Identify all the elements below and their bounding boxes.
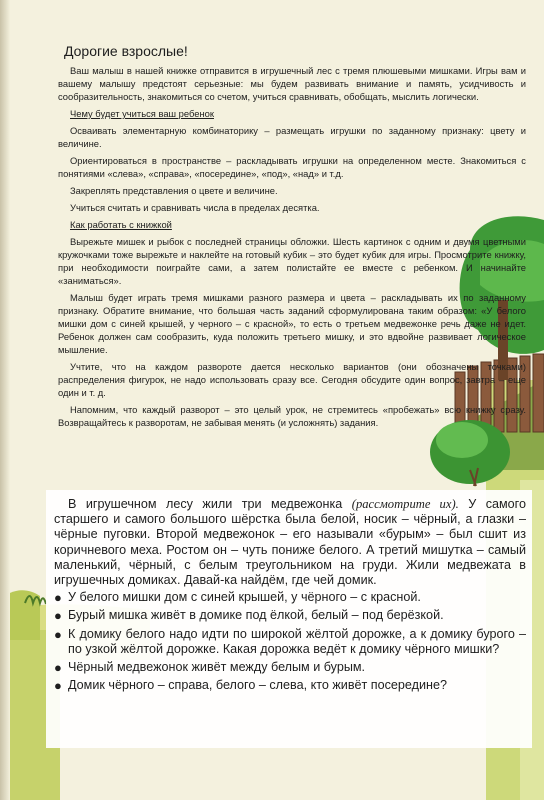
story-body: У самого старшего и самого большого шёрстка была белой, носик – чёрный, а глазки – чёрные пуговки. Второй медвежонок – его называли «бурым» – был сшит из коричневого меха. Ростом он – чуть пониже белого. А третий мишутка – самый маленький, чёрный, с белым треугольником на груди. Жили медвежата в игрушечных домиках. Давай-ка найдём, где чей домик. xyxy=(54,497,526,588)
story-aside: (рассмотрите их). xyxy=(351,497,459,511)
section-heading-learning: Чему будет учиться ваш ребенок xyxy=(70,108,214,119)
note-paragraph: Ваш малыш в нашей книжке отправится в игрушечный лес с тремя плюшевыми мишками. Игры вам и вашему малышу предстоят серьезные: мы будем развивать внимание и память, усидчивость и сообразительность, знакомиться со счетом, учиться сравнивать, обобщать, мыслить логически. xyxy=(58,65,526,102)
bullet-dot-icon: ● xyxy=(54,678,62,694)
task-item: ● Домик чёрного – справа, белого – слева, кто живёт посередине? xyxy=(54,678,447,694)
note-title: Дорогие взрослые! xyxy=(64,43,188,59)
bullet-dot-icon: ● xyxy=(54,626,62,642)
task-item: ● Чёрный медвежонок живёт между белым и бурым. xyxy=(54,660,366,676)
note-paragraph: Осваивать элементарную комбинаторику – размещать игрушки по заданному признаку: цвету и величине. xyxy=(58,125,526,149)
bullet-dot-icon: ● xyxy=(54,660,62,676)
note-paragraph: Учиться считать и сравнивать числа в пределах десятка. xyxy=(70,202,320,213)
parents-note xyxy=(58,45,526,433)
note-paragraph: Вырежьте мишек и рыбок с последней страницы обложки. Шесть картинок с одним и двумя цветными кружочками тоже вырежьте и наклейте на готовый кубик – это будет кубик для игры. Просмотрите книжку, при необходимости поиграйте сами, а затем полистайте ее вместе с ребенком. И начинайте «заниматься». xyxy=(58,236,526,286)
bullet-dot-icon: ● xyxy=(54,608,62,624)
note-paragraph: Напомним, что каждый разворот – это целый урок, не стремитесь «пробежать» всю книжку сразу. Возвращайтесь к разворотам, не забывая менять (и усложнять) задания. xyxy=(58,404,526,428)
task-item: ● У белого мишки дом с синей крышей, у чёрного – с красной. xyxy=(54,590,421,606)
task-item: ● К домику белого надо идти по широкой жёлтой дорожке, а к домику бурого – по узкой жёлтой дорожке. Какая дорожка ведёт к домику чёрного мишки? xyxy=(54,626,526,656)
story-text xyxy=(54,497,526,696)
story-paragraph xyxy=(54,497,526,588)
bullet-dot-icon: ● xyxy=(54,590,62,606)
task-item: ● Бурый мишка живёт в домике под ёлкой, белый – под берёзкой. xyxy=(54,608,444,624)
note-paragraph: Малыш будет играть тремя мишками разного размера и цвета – раскладывать их по заданному признаку. Обратите внимание, что большая часть заданий сформулирована таким образом: «У белого мишки дом с синей крышей, у черного – с красной», то есть о третьем медвежонке речь даже не идет. Ребенок должен сам сообразить, куда положить третьего мишку, и это вдвойне развивает логическое мышление. xyxy=(58,292,526,355)
note-paragraph: Ориентироваться в пространстве – раскладывать игрушки на определенном месте. Знакомиться с понятиями «слева», «справа», «посередине», «под», «над» и т.д. xyxy=(58,155,526,179)
spine-shadow xyxy=(0,0,10,800)
note-paragraph: Учтите, что на каждом развороте дается несколько вариантов (они обозначены точками) распределения фигурок, не надо использовать сразу все. Сегодня обсудите один вопрос, завтра – еще один и т. д. xyxy=(58,361,526,398)
task-list xyxy=(54,590,526,693)
story-lead: В игрушечном лесу жили три медвежонка xyxy=(68,497,343,511)
section-heading-howto: Как работать с книжкой xyxy=(70,219,172,230)
note-paragraph: Закреплять представления о цвете и величине. xyxy=(70,185,278,196)
